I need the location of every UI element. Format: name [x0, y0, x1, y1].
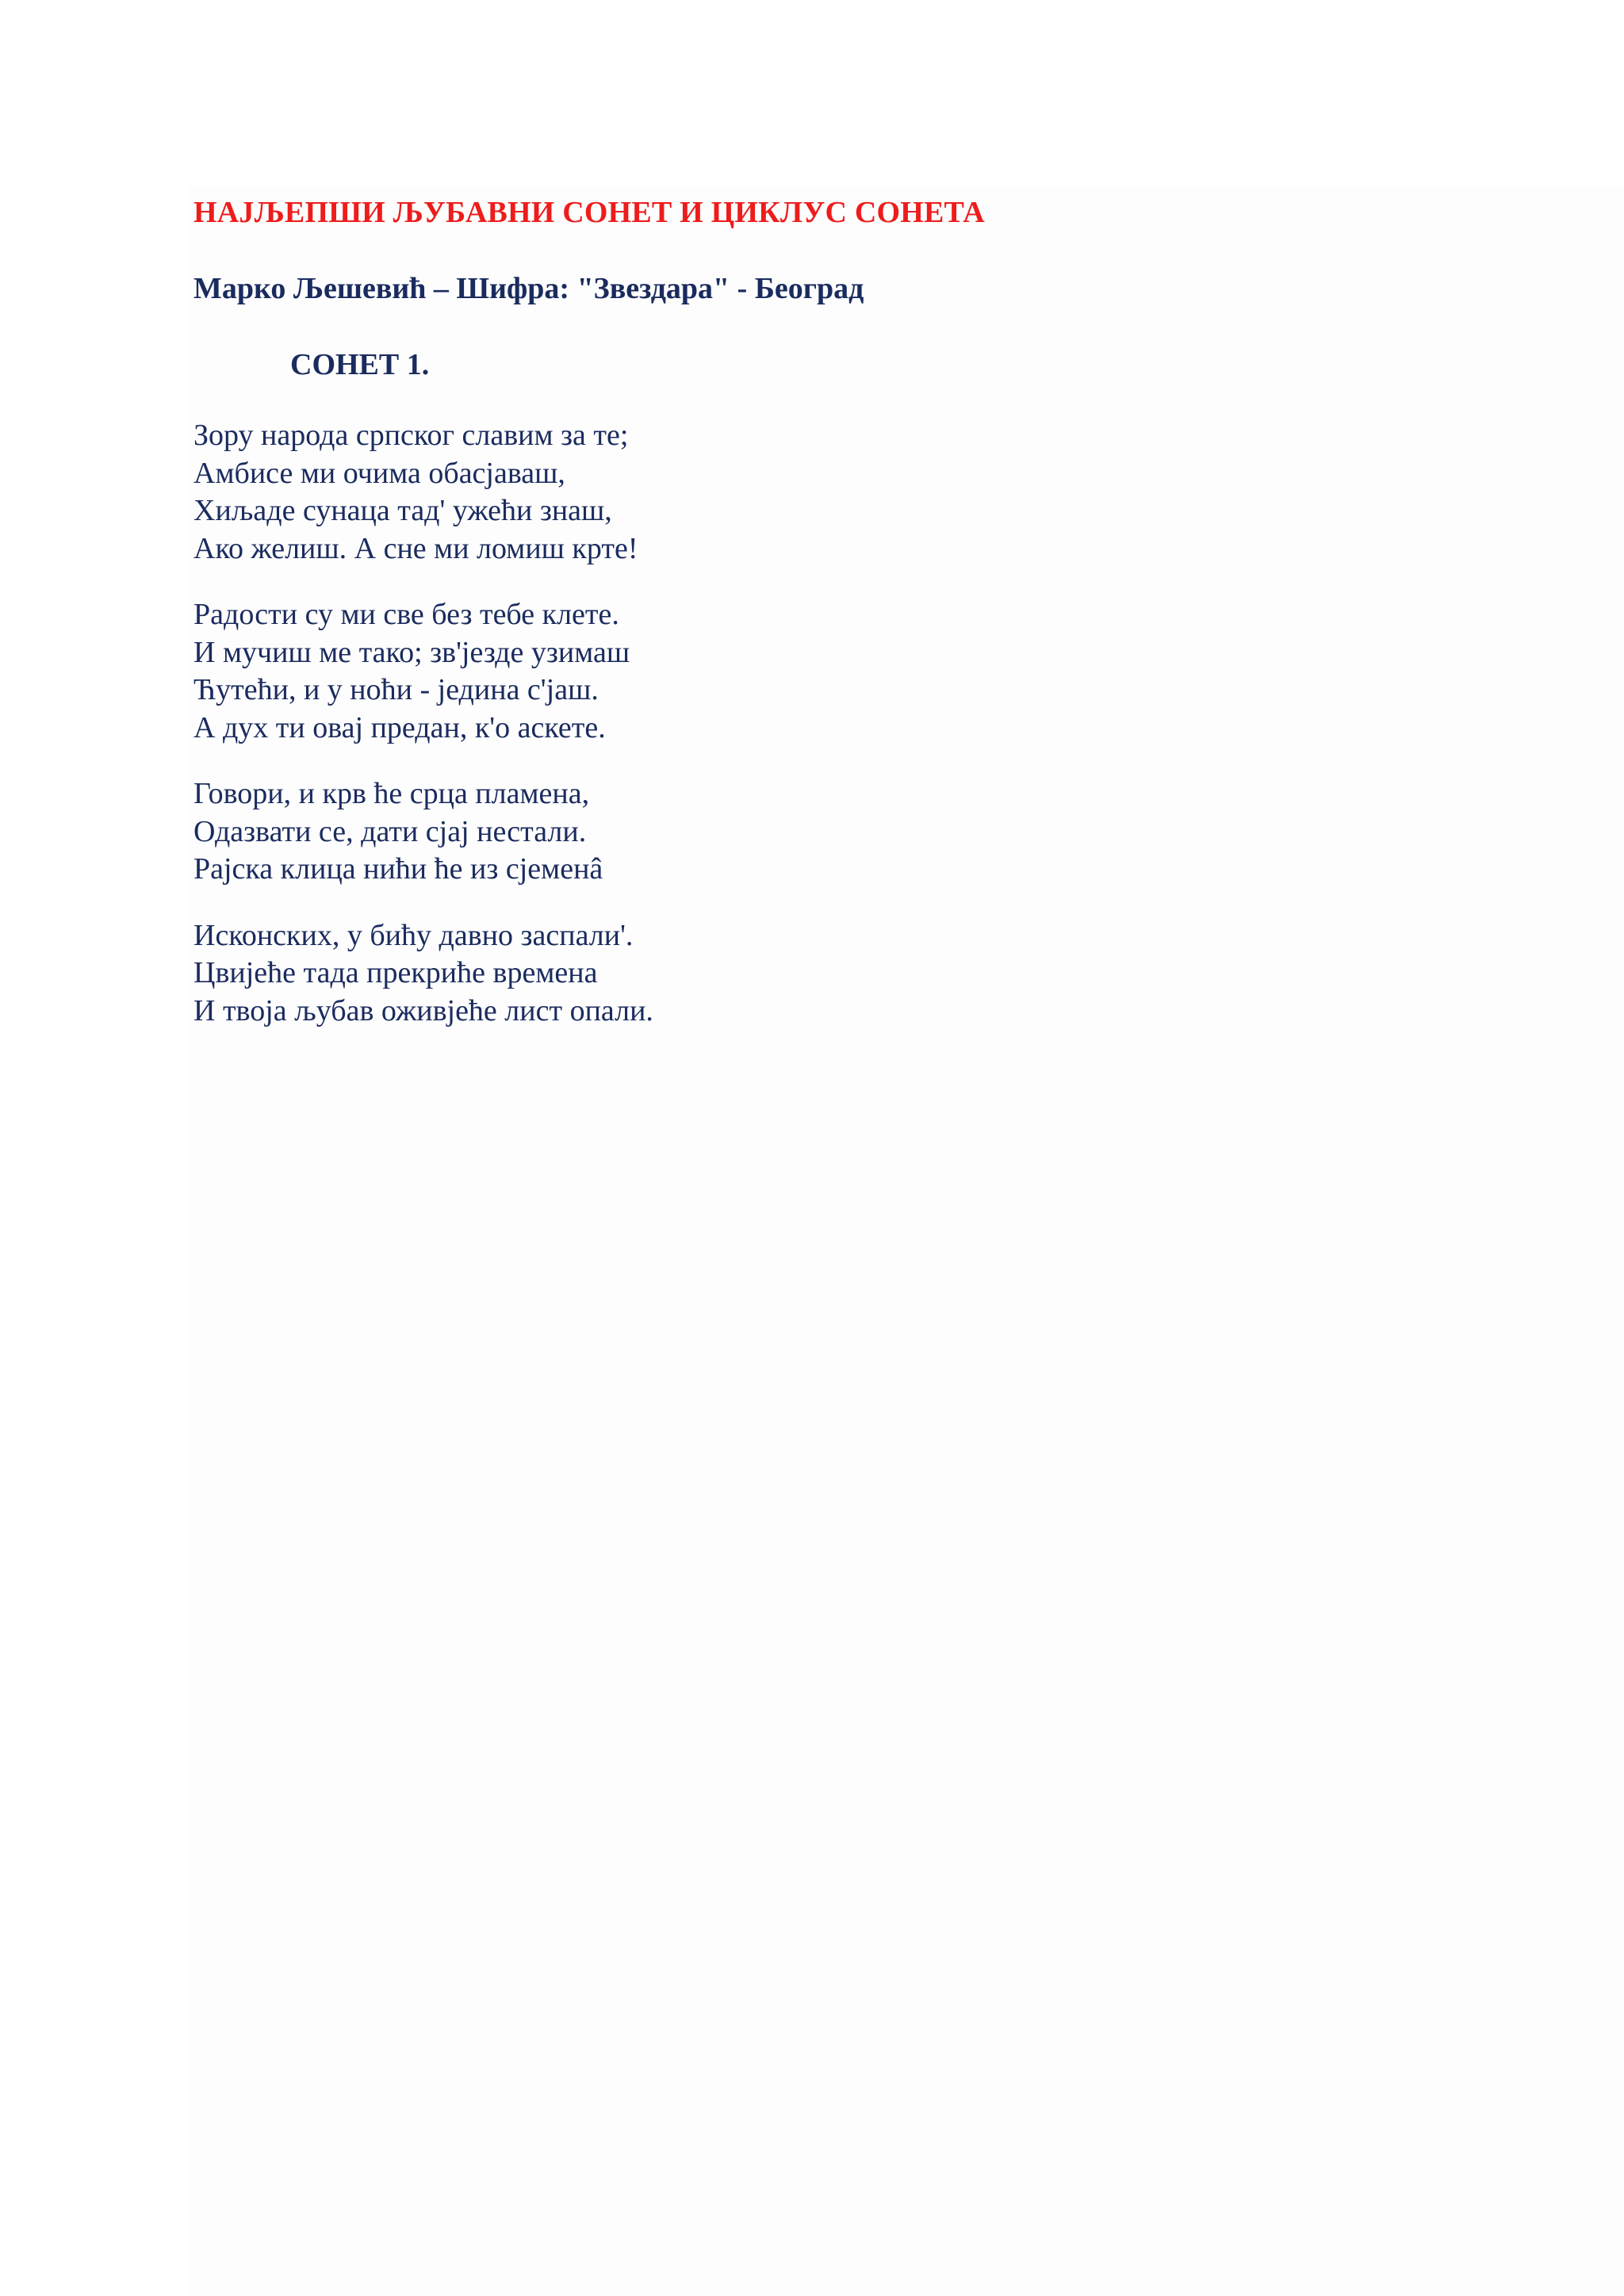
- verse-line: Цвијеће тада прекриће времена: [193, 956, 598, 989]
- verse-line: А дух ти овај предан, к'о аскете.: [193, 710, 606, 744]
- stanza-1: [193, 417, 1462, 568]
- verse-line: Ако желиш. А сне ми ломиш крте!: [193, 531, 638, 565]
- verse-line: Говори, и крв ће срца пламена,: [193, 777, 590, 810]
- verse-line: Радости су ми све без тебе клете.: [193, 598, 619, 631]
- document-content: [193, 189, 1462, 1030]
- verse-line: Исконских, у бићу давно заспали'.: [193, 918, 634, 952]
- verse-line: Хиљаде сунаца тад' ужећи знаш,: [193, 494, 612, 527]
- author-line: Марко Љешевић – Шифра: "Звездара" - Београд: [193, 272, 864, 305]
- stanza-4: [193, 917, 1462, 1031]
- verse-line: И мучиш ме тако; зв'језде узимаш: [193, 635, 630, 669]
- stanza-3: [193, 775, 1462, 889]
- stanza-2: [193, 596, 1462, 747]
- document-title: НАЈЉЕПШИ ЉУБАВНИ СОНЕТ И ЦИКЛУС СОНЕТА: [193, 196, 985, 229]
- verse-line: И твоја љубав оживјеће лист опали.: [193, 993, 653, 1027]
- verse-line: Зору народа српског славим за те;: [193, 419, 629, 452]
- verse-line: Одазвати се, дати сјај нестали.: [193, 814, 587, 848]
- verse-line: Амбисе ми очима обасјаваш,: [193, 456, 565, 490]
- verse-line: Ћутећи, и у ноћи - једина с'јаш.: [193, 673, 599, 706]
- sonnet-title: СОНЕТ 1.: [290, 348, 430, 381]
- verse-line: Рајска клица нићи ће из сјеменâ: [193, 852, 603, 886]
